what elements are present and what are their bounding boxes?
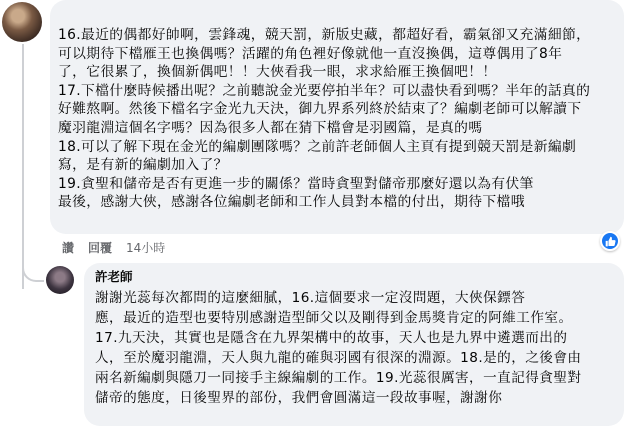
comment-line: 可以期待下檔雁王也換偶嗎？活躍的角色裡好像就他一直沒換偶，這尊偶用了8年 [58,45,563,62]
thumbs-up-icon[interactable] [600,231,620,251]
reply-author-name[interactable]: 許老師 [95,269,133,284]
comment-line: 寫，是有新的編劇加入了？ [58,157,228,174]
comment-line: 最後，感謝大俠，感謝各位編劇老師和工作人員對本檔的付出，期待下檔哦 [58,194,525,211]
commenter-avatar[interactable] [2,2,42,42]
comment-timestamp[interactable]: 14小時 [126,240,166,255]
thumbs-up-glyph [605,236,616,247]
like-button[interactable]: 讚 [62,240,75,255]
comment-line: 16.最近的偶都好帥啊，雲鋒魂，競天罰，新版史藏，都超好看，霸氣卻又充滿細節， [58,27,591,43]
reply-line: 儲帝的態度，日後聖界的部份，我們會圓滿這一段故事喔，謝謝你 [95,390,503,406]
comment-actions [62,238,165,256]
comment-line: 好難熬啊。然後下檔名字金光九天決，御九界系列終於結束了？編劇老師可以解讀下 [58,101,582,118]
comment-line: 魔羽龍淵這個名字嗎？因為很多人都在猜下檔會是羽國篇，是真的嗎 [58,119,483,136]
reply-connector [22,258,44,282]
reply-line: 謝謝光蕊每次都問的這麼細膩，16.這個要求一定沒問題，大俠保鏢答 [95,290,526,306]
reply-text [95,288,614,408]
comment-line: 了，它很累了，換個新偶吧！！大俠看我一眼，求求給雁王換個吧！！ [58,64,497,81]
reply-button[interactable]: 回覆 [88,240,113,255]
comment-text [58,26,614,212]
reply-line: 17.九天決，其實也是隱含在九界架構中的故事，天人也是九界中遴選而出的 [95,330,568,346]
reply-author-avatar[interactable] [46,266,74,294]
thread-line [22,44,24,289]
reply-line: 應，最近的造型也要特別感謝造型師父以及剛得到金馬獎肯定的阿維工作室。 [95,310,573,326]
comment-line: 18.可以了解下現在金光的編劇團隊嗎？之前許老師個人主頁有提到競天罰是新編劇 [58,138,577,155]
comment-line: 17.下檔什麼時候播出呢？之前聽說金光要停拍半年？可以盡快看到嗎？半年的話真的 [58,82,591,99]
reply-line: 兩名新編劇與隱刀一同接手主線編劇的工作。19.光蕊很厲害，一直記得貪聖對 [95,370,582,386]
comment-bubble [50,0,624,234]
comment-line: 19.貪聖和儲帝是否有更進一步的關係？當時貪聖對儲帝那麼好還以為有伏筆 [58,175,534,192]
reply-line: 人，至於魔羽龍淵，天人與九龍的確與羽國有很深的淵源。18.是的，之後會由 [95,350,582,366]
reply-bubble [84,263,624,426]
